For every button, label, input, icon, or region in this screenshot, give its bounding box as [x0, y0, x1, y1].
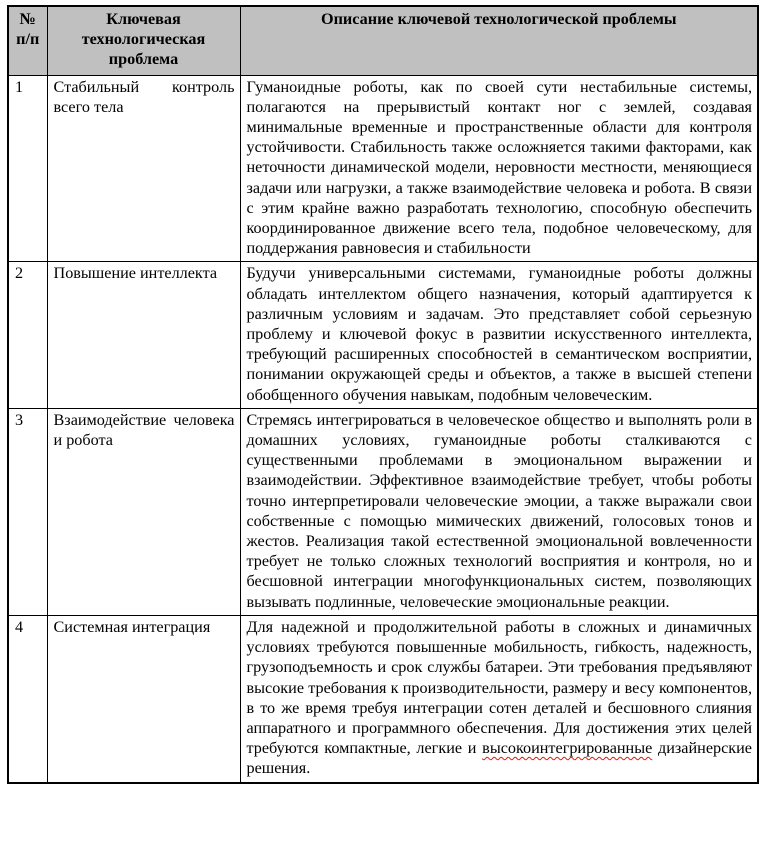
row-number: 3 [8, 408, 47, 615]
table-row [8, 75, 758, 262]
problem-name: Повышение интеллекта [47, 262, 240, 408]
header-col-problem: Ключевая технологическая проблема [47, 6, 240, 75]
misspelled-word: высокоинтегрированные [482, 739, 653, 758]
problem-description: Стремясь интегрироваться в человеческое общество и выполнять роли в домашних условиях, гуманоидные роботы сталкиваются с существенными проблемами в эмоциональном выражении и взаимодействии. Эффективное взаимодействие требует, чтобы роботы точно интерпретировали человеческие эмоции, а также выражали свои собственные с помощью мимических движений, голосовых тонов и жестов. Реализация такой естественной эмоциональной вовлеченности требует не только сложных технологий восприятия и контроля, но и бесшовной интеграции многофункциональных систем, позволяющих вызывать подлинные, человеческие эмоциональные реакции. [240, 408, 758, 615]
problem-description: Будучи универсальными системами, гуманоидные роботы должны обладать интеллектом общего назначения, который адаптируется к различным условиям и задачам. Это представляет собой серьезную проблему и ключевой фокус в развитии искусственного интеллекта, требующий расширенных способностей в семантическом восприятии, понимании окружающей среды и объектов, а также в высшей степени обобщенного обучения навыкам, подобным человеческим. [240, 262, 758, 408]
problem-name: Системная интеграция [47, 615, 240, 782]
description-text-after: дизайнерские решения. [246, 739, 752, 778]
table-row [8, 615, 758, 782]
row-number: 1 [8, 75, 47, 262]
problem-description [240, 615, 758, 782]
table-row [8, 262, 758, 408]
problem-name: Стабильный контроль всего тела [47, 75, 240, 262]
key-problems-table [7, 5, 759, 784]
problem-name: Взаимодействие человека и робота [47, 408, 240, 615]
header-col-num: № п/п [8, 6, 47, 75]
row-number: 4 [8, 615, 47, 782]
header-col-description: Описание ключевой технологической проблемы [240, 6, 758, 75]
description-text-before: Для надежной и продолжительной работы в сложных и динамичных условиях требуются повышенные мобильность, гибкость, надежность, грузоподъемность и срок службы батареи. Эти требования предъявляют высокие требования к производительности, размеру и весу компонентов, в то же время требуя интеграции сотен деталей и бесшовного слияния аппаратного и программного обеспечения. Для достижения этих целей требуются компактные, легкие и [246, 617, 752, 758]
problem-description: Гуманоидные роботы, как по своей сути нестабильные системы, полагаются на прерывистый контакт ног с землей, создавая минимальные временные и пространственные области для контроля устойчивости. Стабильность также осложняется такими факторами, как неточности динамической модели, неровности местности, меняющиеся задачи или нагрузки, а также взаимодействие человека и робота. В связи с этим крайне важно разработать технологию, способную обеспечить координированное движение всего тела, подобное человеческому, для поддержания равновесия и стабильности [240, 75, 758, 262]
row-number: 2 [8, 262, 47, 408]
header-row [8, 6, 758, 75]
table-row [8, 408, 758, 615]
